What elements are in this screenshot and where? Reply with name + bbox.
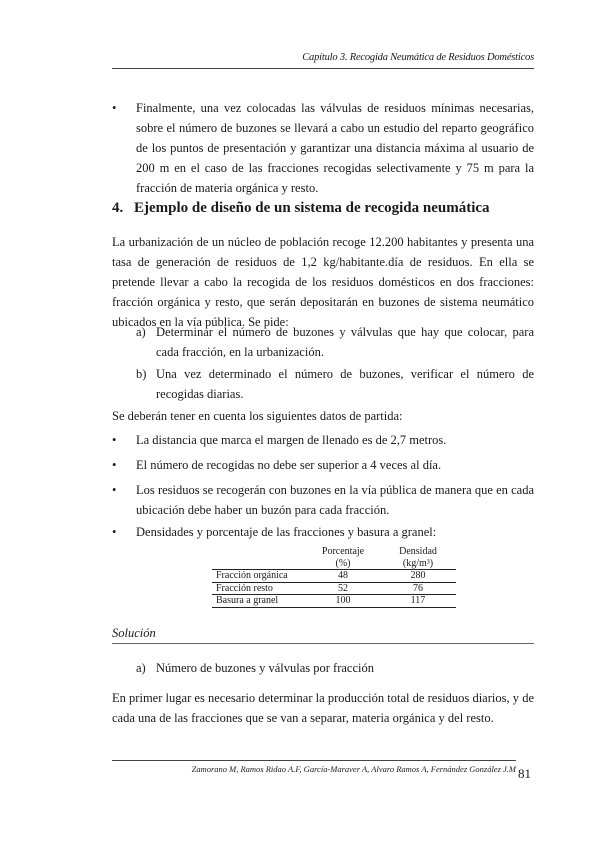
footer-authors: Zamorano M, Ramos Ridao A.F, García-Maraver A, Alvaro Ramos A, Fernández González J.M: [191, 764, 516, 774]
data-bullet-2: [112, 455, 534, 475]
col-header-line: Densidad: [399, 546, 437, 557]
cell-percentage: 52: [306, 582, 380, 595]
data-bullet-text: La distancia que marca el margen de llenado es de 2,7 metros.: [136, 433, 447, 447]
footer-rule: [112, 760, 516, 761]
col-header-line: Porcentaje: [321, 546, 365, 557]
cell-percentage: 100: [306, 595, 380, 608]
col-header-line: (%): [335, 557, 351, 569]
question-a: [136, 322, 534, 362]
table-row: [212, 595, 456, 608]
cell-percentage: 48: [306, 570, 380, 583]
col-header-percentage: [306, 546, 380, 570]
solution-paragraph: En primer lugar es necesario determinar la producción total de residuos diarios, y de cada una de las fracciones que se van a separar, materia orgánica y del resto.: [112, 691, 534, 725]
section-number: 4.: [112, 200, 124, 216]
question-b: [136, 364, 534, 404]
table-row: [212, 570, 456, 583]
col-header-density: [380, 546, 456, 570]
bullet-icon: •: [112, 101, 117, 115]
cell-density: 117: [380, 595, 456, 608]
page-number: 81: [518, 766, 531, 781]
bullet-icon: •: [112, 433, 117, 447]
intro-bullet-text: Finalmente, una vez colocadas las válvulas de residuos mínimas necesarias, sobre el número de buzones se llevará a cabo un estudio del reparto geográfico de los puntos de presentación y garantizar una distancia máxima al usuario de 200 m en el caso de las fracciones recogidas selectivamente y 75 m para la fracción de materia orgánica y resto.: [136, 101, 534, 195]
header-rule: [112, 68, 534, 69]
table-corner: [212, 546, 306, 570]
density-table: [212, 546, 456, 608]
bullet-icon: •: [112, 458, 117, 472]
row-label: Basura a granel: [212, 595, 306, 608]
data-intro: Se deberán tener en cuenta los siguientes datos de partida:: [112, 409, 403, 423]
row-label: Fracción orgánica: [212, 570, 306, 583]
data-bullet-3: [112, 480, 534, 520]
table-header-row: [212, 546, 456, 570]
running-header: Capítulo 3. Recogida Neumática de Residuos Domésticos: [302, 52, 534, 63]
data-bullet-text: Densidades y porcentaje de las fracciones y basura a granel:: [136, 525, 437, 539]
question-a-label: a): [136, 325, 146, 339]
col-header-line: (kg/m³): [402, 557, 434, 569]
data-bullet-1: [112, 430, 534, 450]
intro-bullet: [112, 98, 534, 198]
question-b-label: b): [136, 367, 147, 381]
bullet-icon: •: [112, 483, 117, 497]
data-bullet-text: El número de recogidas no debe ser superior a 4 veces al día.: [136, 458, 442, 472]
row-label: Fracción resto: [212, 582, 306, 595]
question-a-text: Determinar el número de buzones y válvulas que hay que colocar, para cada fracción, en la urbanización.: [156, 325, 534, 359]
solution-item-a: [136, 658, 534, 678]
cell-density: 76: [380, 582, 456, 595]
solution-item-label: a): [136, 661, 146, 675]
data-bullet-text: Los residuos se recogerán con buzones en la vía pública de manera que en cada ubicación debe haber un buzón para cada fracción.: [136, 483, 534, 517]
cell-density: 280: [380, 570, 456, 583]
data-bullet-4: [112, 522, 534, 542]
solution-item-text: Número de buzones y válvulas por fracción: [156, 661, 374, 675]
solution-heading: Solución: [112, 626, 156, 640]
question-b-text: Una vez determinado el número de buzones, verificar el número de recogidas diarias.: [156, 367, 534, 401]
section-title: Ejemplo de diseño de un sistema de recogida neumática: [134, 200, 490, 216]
section-heading: [112, 200, 490, 217]
solution-rule: [112, 643, 534, 644]
problem-paragraph: La urbanización de un núcleo de población recoge 12.200 habitantes y presenta una tasa de generación de residuos de 1,2 kg/habitante.día de residuos. En ella se pretende llevar a cabo la recogida de los residuos domésticos en dos fracciones: fracción orgánica y resto, que serán depositarán en buzones de sistema neumático ubicados en la vía pública. Se pide:: [112, 235, 534, 329]
bullet-icon: •: [112, 525, 117, 539]
table-row: [212, 582, 456, 595]
